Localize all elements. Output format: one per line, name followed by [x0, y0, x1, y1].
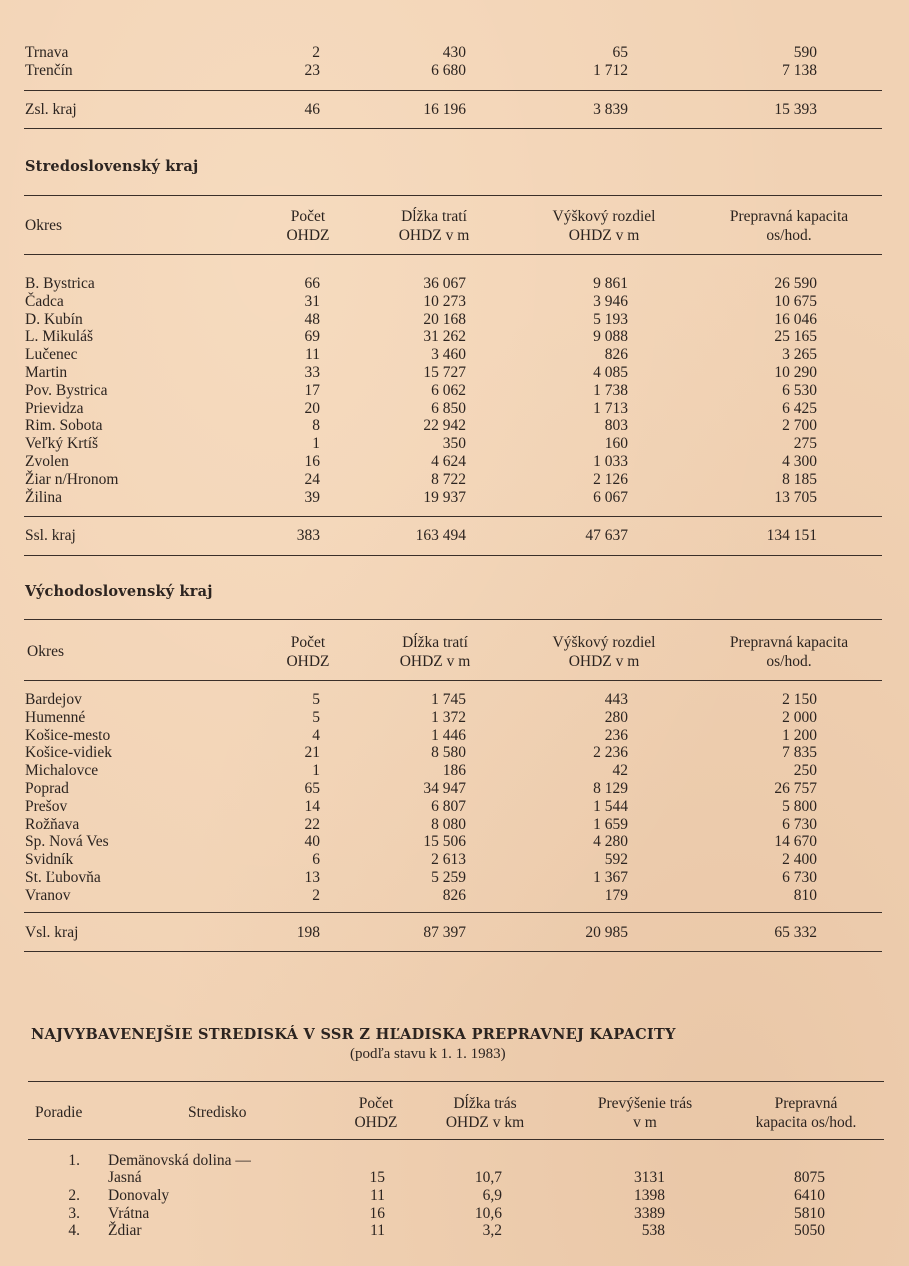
okres-cell: Michalovce — [25, 762, 99, 780]
dlzka-cell: 1 372 — [431, 708, 466, 726]
pocet-cell: 46 — [304, 101, 320, 118]
total-row — [0, 924, 909, 942]
vyskovy-cell: 2 126 — [593, 470, 628, 488]
okres-cell: Žilina — [25, 488, 63, 506]
dlzka-cell: 8 080 — [431, 815, 466, 833]
divider — [24, 195, 882, 196]
kapacita-cell: 7 138 — [782, 62, 817, 79]
pocet-cell: 13 — [304, 869, 320, 886]
header-okres: Okres — [25, 217, 63, 234]
header-vyskovy-line1: Výškový rozdiel — [552, 208, 656, 225]
vyskovy-cell: 20 985 — [585, 924, 628, 941]
table-row — [0, 780, 909, 798]
kapacita-cell: 8 185 — [782, 470, 817, 488]
section-heading-vychodoslovensky: Východoslovenský kraj — [25, 583, 213, 600]
vyskovy-cell: 65 — [612, 44, 628, 61]
dlzka-cell: 163 494 — [415, 527, 466, 544]
kapacita-cell: 2 150 — [782, 691, 817, 708]
header-kapacita — [700, 633, 878, 671]
vyskovy-cell: 160 — [604, 435, 628, 453]
vyskovy-cell: 1 659 — [593, 815, 628, 833]
okres-cell: Zvolen — [25, 453, 69, 470]
kapacita-cell: 4 300 — [782, 453, 817, 470]
table-row — [0, 346, 909, 364]
table-row — [0, 382, 909, 400]
dlzka-cell: 10 273 — [423, 292, 466, 310]
kapacita-cell: 65 332 — [774, 924, 817, 941]
dlzka-cell: 1 446 — [431, 726, 466, 744]
divider — [24, 912, 882, 913]
poradie-cell: 3. — [68, 1205, 80, 1222]
dlzka-cell: 3,2 — [482, 1222, 502, 1239]
kapacita-cell: 2 000 — [782, 708, 817, 726]
header-prevysenie-line2: v m — [633, 1114, 657, 1131]
header-poradie: Poradie — [35, 1104, 83, 1121]
dlzka-cell: 19 937 — [423, 488, 466, 506]
dlzka-cell: 2 613 — [431, 851, 466, 869]
total-label: Zsl. kraj — [25, 101, 77, 118]
kapacita-cell: 810 — [793, 886, 817, 904]
table-row — [0, 44, 909, 62]
header-vyskovy-line1: Výškový rozdiel — [552, 634, 656, 651]
header-stredisko: Stredisko — [188, 1104, 247, 1121]
table-row — [0, 417, 909, 435]
pocet-cell: 15 — [369, 1169, 385, 1186]
header-dlzka-line1: Dĺžka tratí — [401, 208, 467, 225]
vyskovy-cell: 9 861 — [593, 275, 628, 292]
pocet-cell: 39 — [304, 488, 320, 506]
table-row — [0, 816, 909, 834]
table-row — [0, 471, 909, 489]
pocet-cell: 16 — [304, 453, 320, 470]
pocet-cell: 40 — [304, 833, 320, 851]
okres-cell: St. Ľubovňa — [25, 869, 101, 886]
kapacita-cell: 6 730 — [782, 869, 817, 886]
pocet-cell: 20 — [304, 399, 320, 417]
vyskovy-cell: 3 839 — [593, 101, 628, 118]
vyskovy-cell: 592 — [604, 851, 628, 869]
vyskovy-cell: 42 — [612, 762, 628, 780]
dlzka-cell: 31 262 — [423, 328, 466, 346]
okres-cell: Pov. Bystrica — [25, 381, 108, 399]
divider — [24, 128, 882, 129]
kapacita-cell: 1 200 — [782, 726, 817, 744]
header-dlzka-line2: OHDZ v km — [445, 1114, 525, 1131]
table-row — [0, 1205, 909, 1223]
header-pocet-line2: OHDZ — [286, 227, 330, 244]
table-row — [0, 1222, 909, 1240]
kapacita-cell: 10 290 — [774, 364, 817, 381]
table-row — [0, 1152, 909, 1170]
kapacita-cell: 134 151 — [766, 527, 817, 544]
header-kapacita-line2: os/hod. — [766, 653, 812, 670]
pocet-cell: 8 — [312, 417, 320, 435]
header-kapacita — [728, 1094, 884, 1132]
okres-cell: Svidník — [25, 851, 74, 869]
divider — [24, 951, 882, 952]
header-kapacita — [700, 207, 878, 245]
kapacita-cell: 2 700 — [782, 417, 817, 435]
header-kapacita-line1: Prepravná kapacita — [729, 208, 849, 225]
divider — [24, 555, 882, 556]
section-title: NAJVYBAVENEJŠIE STREDISKÁ V SSR Z HĽADISKA PREPRAVNEJ KAPACITY — [31, 1026, 676, 1043]
kapacita-cell: 3 265 — [782, 346, 817, 364]
dlzka-cell: 16 196 — [423, 101, 466, 118]
kapacita-cell: 8075 — [794, 1169, 825, 1186]
table-row — [0, 833, 909, 851]
vyskovy-cell: 179 — [604, 886, 628, 904]
pocet-cell: 16 — [369, 1205, 385, 1222]
vyskovy-cell: 1 712 — [593, 62, 628, 79]
table-row — [0, 744, 909, 762]
header-dlzka-line2: OHDZ v m — [399, 653, 471, 670]
okres-cell: Prešov — [25, 797, 68, 815]
header-prevysenie — [570, 1094, 720, 1132]
divider — [24, 254, 882, 255]
table-row — [0, 400, 909, 418]
okres-cell: Košice-mesto — [25, 726, 111, 744]
header-kapacita-line1: Prepravná — [774, 1095, 838, 1112]
header-dlzka-line2: OHDZ v m — [398, 227, 470, 244]
table-row — [0, 709, 909, 727]
table-row — [0, 453, 909, 471]
stredisko-cell: Ždiar — [108, 1222, 142, 1239]
stredisko-cell: Demänovská dolina — — [108, 1152, 251, 1169]
pocet-cell: 5 — [312, 691, 320, 708]
dlzka-cell: 8 722 — [431, 470, 466, 488]
pocet-cell: 2 — [312, 44, 320, 61]
stredisko-cell-continued: Jasná — [108, 1169, 142, 1186]
okres-cell: Prievidza — [25, 399, 84, 417]
kapacita-cell: 15 393 — [774, 101, 817, 118]
total-label: Ssl. kraj — [25, 527, 76, 544]
kapacita-cell: 14 670 — [774, 833, 817, 851]
kapacita-cell: 5050 — [794, 1222, 825, 1239]
pocet-cell: 383 — [296, 527, 320, 544]
dlzka-cell: 430 — [442, 44, 466, 61]
kapacita-cell: 590 — [793, 44, 817, 61]
prevysenie-cell: 3131 — [634, 1169, 665, 1186]
kapacita-cell: 6 425 — [782, 399, 817, 417]
table-row — [0, 328, 909, 346]
header-dlzka-line1: Dĺžka trás — [453, 1095, 517, 1112]
prevysenie-cell: 1398 — [634, 1187, 665, 1204]
vyskovy-cell: 2 236 — [593, 744, 628, 762]
pocet-cell: 21 — [304, 744, 320, 762]
table-row — [0, 364, 909, 382]
header-kapacita-line2: os/hod. — [766, 227, 812, 244]
header-okres: Okres — [27, 643, 65, 660]
dlzka-cell: 22 942 — [423, 417, 466, 435]
header-pocet-line2: OHDZ — [286, 653, 330, 670]
table-row — [0, 62, 909, 80]
vyskovy-cell: 4 085 — [593, 364, 628, 381]
kapacita-cell: 13 705 — [774, 488, 817, 506]
pocet-cell: 11 — [370, 1187, 385, 1204]
total-label: Vsl. kraj — [25, 924, 79, 941]
header-pocet-line1: Počet — [290, 634, 326, 651]
kapacita-cell: 7 835 — [782, 744, 817, 762]
header-prevysenie-line1: Prevýšenie trás — [597, 1095, 693, 1112]
divider — [24, 619, 882, 620]
vyskovy-cell: 826 — [604, 346, 628, 364]
table-row — [0, 311, 909, 329]
pocet-cell: 6 — [312, 851, 320, 869]
pocet-cell: 33 — [304, 364, 320, 381]
dlzka-cell: 36 067 — [423, 275, 466, 292]
stredisko-cell: Vrátna — [108, 1205, 150, 1222]
dlzka-cell: 826 — [442, 886, 466, 904]
pocet-cell: 4 — [312, 726, 320, 744]
pocet-cell: 2 — [312, 886, 320, 904]
header-pocet-line2: OHDZ — [354, 1114, 398, 1131]
kapacita-cell: 2 400 — [782, 851, 817, 869]
section-heading-stredoslovensky: Stredoslovenský kraj — [25, 158, 199, 175]
stredisko-cell: Donovaly — [108, 1187, 170, 1204]
dlzka-cell: 20 168 — [423, 310, 466, 328]
header-dlzka — [375, 207, 493, 245]
pocet-cell: 66 — [304, 275, 320, 292]
dlzka-cell: 4 624 — [431, 453, 466, 470]
table-row — [0, 851, 909, 869]
okres-cell: Košice-vidiek — [25, 744, 112, 762]
divider — [28, 1139, 884, 1140]
table-row — [0, 798, 909, 816]
okres-cell: Žiar n/Hronom — [25, 470, 119, 488]
divider — [24, 90, 882, 91]
dlzka-cell: 10,7 — [474, 1169, 502, 1186]
pocet-cell: 1 — [312, 762, 320, 780]
kapacita-cell: 6 530 — [782, 381, 817, 399]
prevysenie-cell: 3389 — [634, 1205, 665, 1222]
header-vyskovy-line2: OHDZ v m — [568, 653, 640, 670]
kapacita-cell: 5 800 — [782, 797, 817, 815]
dlzka-cell: 350 — [442, 435, 466, 453]
pocet-cell: 198 — [296, 924, 320, 941]
okres-cell: Rožňava — [25, 815, 80, 833]
section-subtitle: (podľa stavu k 1. 1. 1983) — [350, 1046, 506, 1062]
poradie-cell: 4. — [68, 1222, 80, 1239]
kapacita-cell: 26 757 — [774, 780, 817, 797]
divider — [24, 680, 882, 681]
table-row — [0, 869, 909, 887]
table-row — [0, 727, 909, 745]
pocet-cell: 5 — [312, 708, 320, 726]
pocet-cell: 11 — [305, 346, 320, 364]
pocet-cell: 11 — [370, 1222, 385, 1239]
vyskovy-cell: 443 — [604, 691, 628, 708]
header-dlzka — [425, 1094, 545, 1132]
poradie-cell: 2. — [68, 1187, 80, 1204]
pocet-cell: 23 — [304, 62, 320, 79]
total-row — [0, 101, 909, 119]
table-row — [0, 293, 909, 311]
header-pocet-line1: Počet — [358, 1095, 394, 1112]
okres-cell: Lučenec — [25, 346, 78, 364]
kapacita-cell: 6410 — [794, 1187, 825, 1204]
header-kapacita-line2: kapacita os/hod. — [755, 1114, 857, 1131]
divider — [28, 1081, 884, 1082]
header-vyskovy — [530, 633, 678, 671]
dlzka-cell: 34 947 — [423, 780, 466, 797]
table-row — [0, 762, 909, 780]
okres-cell: Veľký Krtíš — [25, 435, 99, 453]
header-vyskovy-line2: OHDZ v m — [568, 227, 640, 244]
vyskovy-cell: 803 — [604, 417, 628, 435]
pocet-cell: 48 — [304, 310, 320, 328]
okres-cell: Humenné — [25, 708, 86, 726]
header-pocet — [268, 207, 348, 245]
dlzka-cell: 15 506 — [423, 833, 466, 851]
kapacita-cell: 275 — [793, 435, 817, 453]
vyskovy-cell: 5 193 — [593, 310, 628, 328]
dlzka-cell: 1 745 — [431, 691, 466, 708]
okres-cell: Poprad — [25, 780, 69, 797]
pocet-cell: 17 — [304, 381, 320, 399]
header-kapacita-line1: Prepravná kapacita — [729, 634, 849, 651]
vyskovy-cell: 1 738 — [593, 381, 628, 399]
kapacita-cell: 10 675 — [774, 292, 817, 310]
table-row — [0, 1187, 909, 1205]
table-row — [0, 1169, 909, 1187]
dlzka-cell: 6 680 — [431, 62, 466, 79]
kapacita-cell: 6 730 — [782, 815, 817, 833]
vyskovy-cell: 4 280 — [593, 833, 628, 851]
okres-cell: Čadca — [25, 292, 64, 310]
okres-cell: B. Bystrica — [25, 275, 95, 292]
vyskovy-cell: 1 367 — [593, 869, 628, 886]
okres-cell: L. Mikuláš — [25, 328, 94, 346]
vyskovy-cell: 1 544 — [593, 797, 628, 815]
okres-cell: Rim. Sobota — [25, 417, 103, 435]
header-pocet — [268, 633, 348, 671]
dlzka-cell: 8 580 — [431, 744, 466, 762]
dlzka-cell: 3 460 — [431, 346, 466, 364]
okres-cell: Trenčín — [25, 62, 73, 79]
pocet-cell: 65 — [304, 780, 320, 797]
dlzka-cell: 6,9 — [482, 1187, 502, 1204]
header-dlzka-line1: Dĺžka tratí — [402, 634, 468, 651]
okres-cell: D. Kubín — [25, 310, 83, 328]
header-pocet-line1: Počet — [290, 208, 326, 225]
table-row — [0, 435, 909, 453]
okres-cell: Sp. Nová Ves — [25, 833, 109, 851]
table-row — [0, 691, 909, 709]
pocet-cell: 24 — [304, 470, 320, 488]
header-vyskovy — [530, 207, 678, 245]
total-row — [0, 527, 909, 545]
vyskovy-cell: 9 088 — [593, 328, 628, 346]
dlzka-cell: 6 807 — [431, 797, 466, 815]
pocet-cell: 22 — [304, 815, 320, 833]
kapacita-cell: 26 590 — [774, 275, 817, 292]
header-pocet — [340, 1094, 412, 1132]
pocet-cell: 1 — [312, 435, 320, 453]
vyskovy-cell: 8 129 — [593, 780, 628, 797]
dlzka-cell: 6 062 — [431, 381, 466, 399]
pocet-cell: 14 — [304, 797, 320, 815]
okres-cell: Trnava — [25, 44, 69, 61]
dlzka-cell: 15 727 — [423, 364, 466, 381]
vyskovy-cell: 236 — [604, 726, 628, 744]
prevysenie-cell: 538 — [641, 1222, 665, 1239]
table-row — [0, 887, 909, 905]
divider — [24, 516, 882, 517]
vyskovy-cell: 6 067 — [593, 488, 628, 506]
vyskovy-cell: 280 — [604, 708, 628, 726]
kapacita-cell: 250 — [793, 762, 817, 780]
header-dlzka — [376, 633, 494, 671]
pocet-cell: 69 — [304, 328, 320, 346]
poradie-cell: 1. — [68, 1152, 80, 1169]
pocet-cell: 31 — [304, 292, 320, 310]
vyskovy-cell: 1 033 — [593, 453, 628, 470]
dlzka-cell: 186 — [442, 762, 466, 780]
okres-cell: Martin — [25, 364, 68, 381]
okres-cell: Bardejov — [25, 691, 82, 708]
kapacita-cell: 5810 — [794, 1205, 825, 1222]
kapacita-cell: 16 046 — [774, 310, 817, 328]
table-row — [0, 489, 909, 507]
kapacita-cell: 25 165 — [774, 328, 817, 346]
dlzka-cell: 10,6 — [474, 1205, 502, 1222]
table-row — [0, 275, 909, 293]
okres-cell: Vranov — [25, 886, 71, 904]
vyskovy-cell: 47 637 — [585, 527, 628, 544]
vyskovy-cell: 1 713 — [593, 399, 628, 417]
dlzka-cell: 6 850 — [431, 399, 466, 417]
vyskovy-cell: 3 946 — [593, 292, 628, 310]
dlzka-cell: 5 259 — [431, 869, 466, 886]
dlzka-cell: 87 397 — [423, 924, 466, 941]
